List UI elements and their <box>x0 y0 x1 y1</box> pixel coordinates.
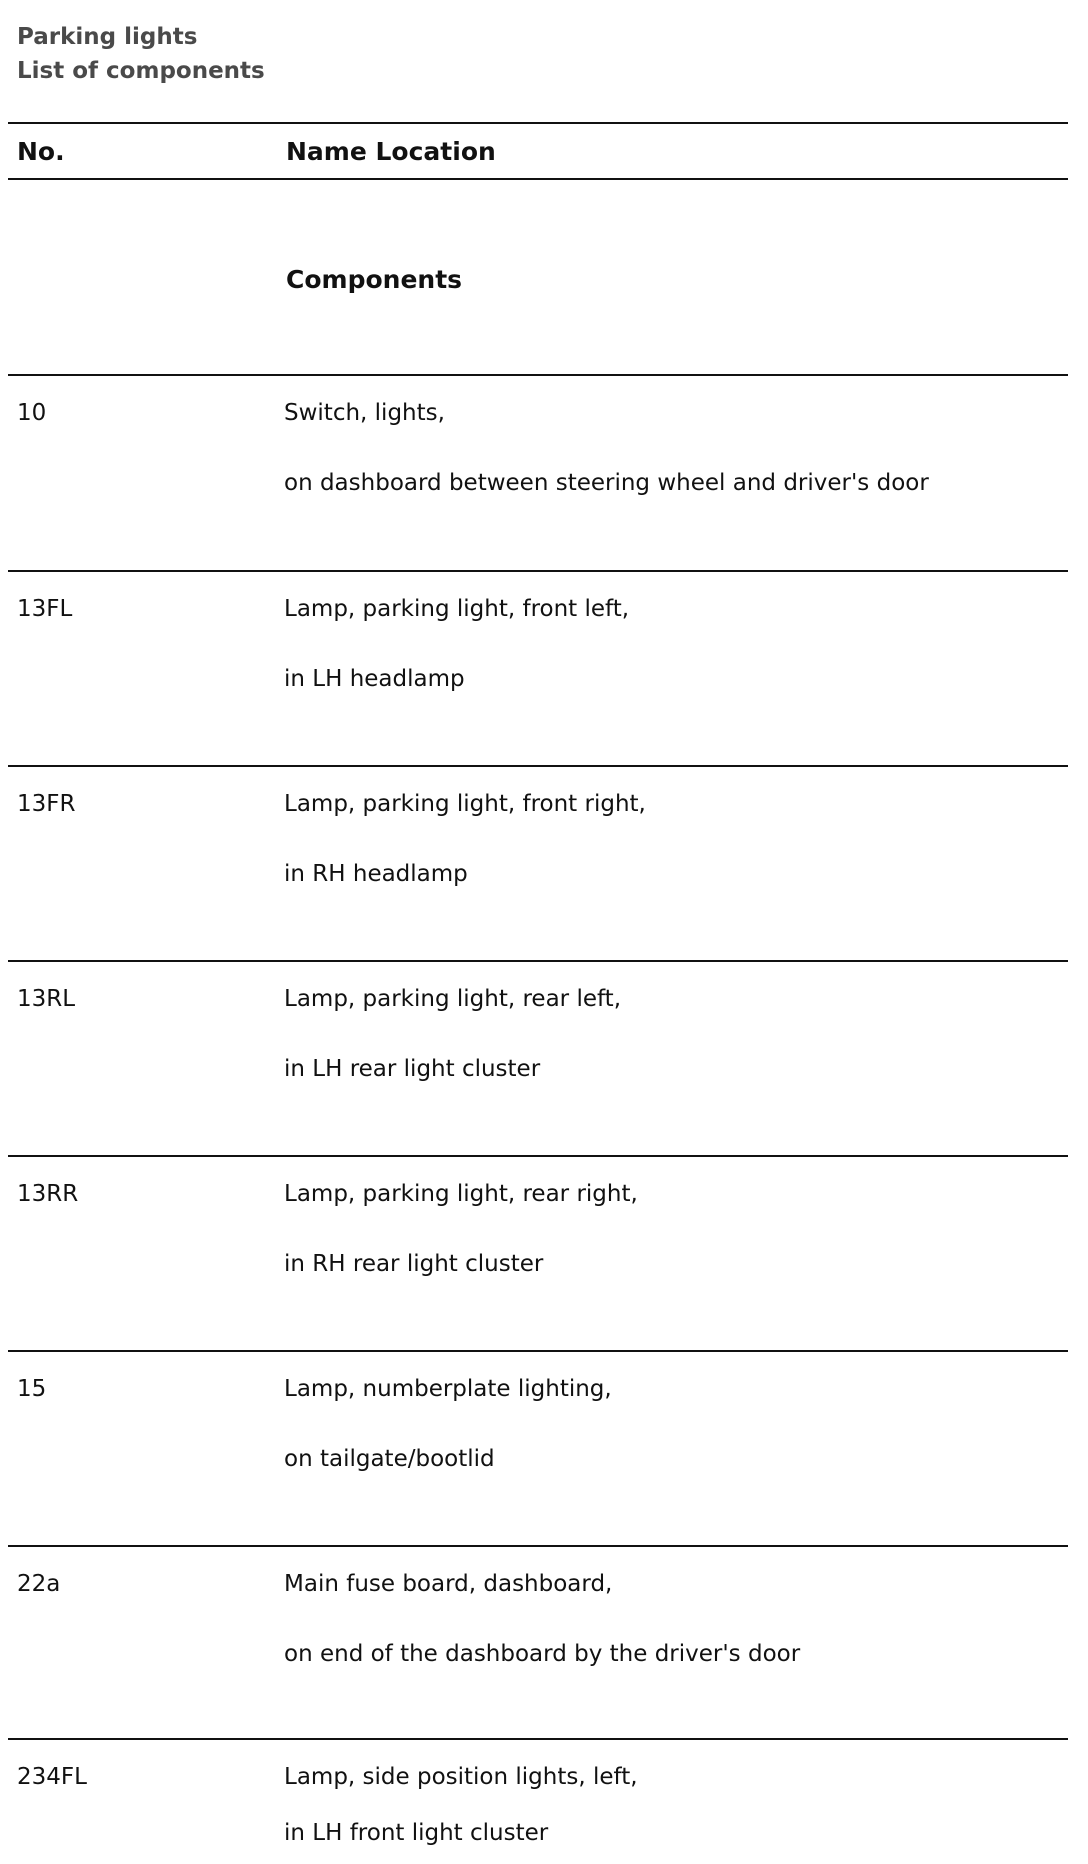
component-number: 13FR <box>17 791 76 817</box>
row-divider <box>8 570 1068 572</box>
component-name: Main fuse board, dashboard, <box>284 1571 613 1597</box>
header-bottom-rule <box>8 178 1068 180</box>
table-row <box>0 1545 1088 1741</box>
table-row <box>0 1738 1088 1864</box>
component-number: 13RL <box>17 986 76 1012</box>
document-subtitle: List of components <box>17 58 265 84</box>
component-location: in LH front light cluster <box>284 1820 549 1846</box>
component-number: 22a <box>17 1571 61 1597</box>
component-name: Lamp, parking light, front right, <box>284 791 646 817</box>
section-heading: Components <box>286 265 463 294</box>
document-title-block <box>17 20 265 88</box>
table-row <box>0 765 1088 961</box>
column-header-name-location: Name Location <box>286 137 496 166</box>
component-name: Lamp, numberplate lighting, <box>284 1376 612 1402</box>
component-location: on tailgate/bootlid <box>284 1446 495 1472</box>
component-location: in LH rear light cluster <box>284 1056 541 1082</box>
table-row <box>0 1155 1088 1351</box>
component-name: Lamp, parking light, front left, <box>284 596 630 622</box>
component-number: 13FL <box>17 596 73 622</box>
component-location: on end of the dashboard by the driver's door <box>284 1641 801 1667</box>
table-row <box>0 570 1088 766</box>
column-header-no: No. <box>17 137 65 166</box>
table-row <box>0 960 1088 1156</box>
component-name: Lamp, side position lights, left, <box>284 1764 638 1790</box>
component-number: 10 <box>17 400 47 426</box>
row-divider <box>8 374 1068 376</box>
component-location: in LH headlamp <box>284 666 465 692</box>
row-divider <box>8 1350 1068 1352</box>
component-location: in RH rear light cluster <box>284 1251 544 1277</box>
component-number: 15 <box>17 1376 47 1402</box>
row-divider <box>8 1155 1068 1157</box>
component-location: on dashboard between steering wheel and driver's door <box>284 470 929 496</box>
table-row <box>0 1350 1088 1546</box>
row-divider <box>8 1738 1068 1740</box>
document-title: Parking lights <box>17 24 198 50</box>
component-number: 234FL <box>17 1764 87 1790</box>
row-divider <box>8 765 1068 767</box>
row-divider <box>8 960 1068 962</box>
component-location: in RH headlamp <box>284 861 468 887</box>
header-top-rule <box>8 122 1068 124</box>
component-name: Lamp, parking light, rear right, <box>284 1181 638 1207</box>
component-name: Switch, lights, <box>284 400 445 426</box>
table-row <box>0 374 1088 570</box>
row-divider <box>8 1545 1068 1547</box>
component-name: Lamp, parking light, rear left, <box>284 986 622 1012</box>
component-number: 13RR <box>17 1181 79 1207</box>
